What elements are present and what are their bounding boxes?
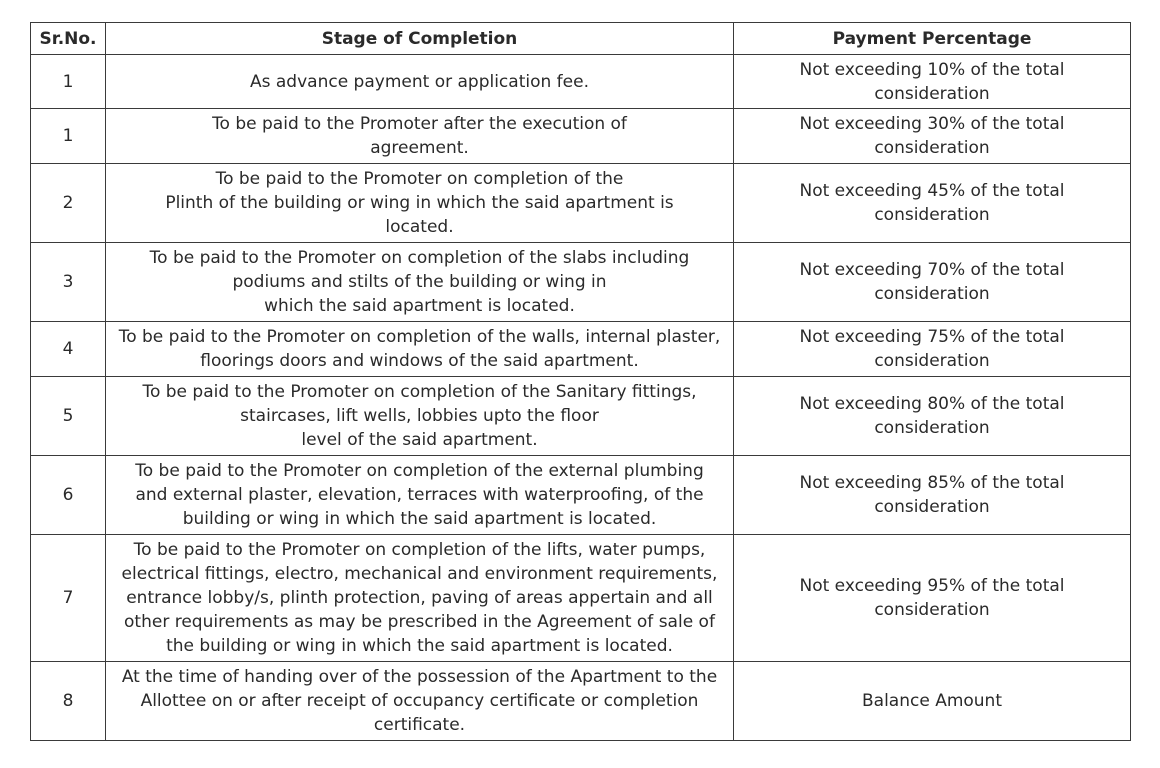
payment-cell: Not exceeding 95% of the total consideration xyxy=(734,535,1131,662)
payment-cell: Balance Amount xyxy=(734,662,1131,741)
payment-schedule-table xyxy=(30,22,1131,741)
payment-cell: Not exceeding 85% of the total consideration xyxy=(734,456,1131,535)
stage-cell: To be paid to the Promoter on completion of the Sanitary fittings, staircases, lift wells, lobbies upto the floor level of the said apartment. xyxy=(106,377,734,456)
table-row xyxy=(31,456,1131,535)
header-sr-no: Sr.No. xyxy=(31,23,106,55)
sr-no-cell: 4 xyxy=(31,322,106,377)
payment-cell: Not exceeding 80% of the total consideration xyxy=(734,377,1131,456)
stage-cell: To be paid to the Promoter on completion of the walls, internal plaster, floorings doors and windows of the said apartment. xyxy=(106,322,734,377)
sr-no-cell: 8 xyxy=(31,662,106,741)
header-row xyxy=(31,23,1131,55)
sr-no-cell: 1 xyxy=(31,109,106,164)
stage-cell: To be paid to the Promoter on completion of the slabs including podiums and stilts of the building or wing in which the said apartment is located. xyxy=(106,243,734,322)
sr-no-cell: 2 xyxy=(31,164,106,243)
payment-cell: Not exceeding 10% of the total consideration xyxy=(734,55,1131,109)
payment-cell: Not exceeding 45% of the total consideration xyxy=(734,164,1131,243)
stage-cell: At the time of handing over of the possession of the Apartment to the Allottee on or after receipt of occupancy certificate or completion certificate. xyxy=(106,662,734,741)
table-row xyxy=(31,109,1131,164)
stage-cell: To be paid to the Promoter on completion of the Plinth of the building or wing in which the said apartment is located. xyxy=(106,164,734,243)
table-row xyxy=(31,55,1131,109)
sr-no-cell: 5 xyxy=(31,377,106,456)
payment-cell: Not exceeding 70% of the total consideration xyxy=(734,243,1131,322)
table-row xyxy=(31,164,1131,243)
sr-no-cell: 1 xyxy=(31,55,106,109)
header-stage-of-completion: Stage of Completion xyxy=(106,23,734,55)
header-payment-percentage: Payment Percentage xyxy=(734,23,1131,55)
stage-cell: As advance payment or application fee. xyxy=(106,55,734,109)
sr-no-cell: 7 xyxy=(31,535,106,662)
table-row xyxy=(31,243,1131,322)
table-row xyxy=(31,377,1131,456)
table-row xyxy=(31,662,1131,741)
sr-no-cell: 3 xyxy=(31,243,106,322)
payment-cell: Not exceeding 75% of the total consideration xyxy=(734,322,1131,377)
table-row xyxy=(31,322,1131,377)
payment-cell: Not exceeding 30% of the total consideration xyxy=(734,109,1131,164)
stage-cell: To be paid to the Promoter after the execution of agreement. xyxy=(106,109,734,164)
table-row xyxy=(31,535,1131,662)
stage-cell: To be paid to the Promoter on completion of the lifts, water pumps, electrical fittings, electro, mechanical and environment requirements, entrance lobby/s, plinth protection, paving of areas appertain and all other requirements as may be prescribed in the Agreement of sale of the building or wing in which the said apartment is located. xyxy=(106,535,734,662)
stage-cell: To be paid to the Promoter on completion of the external plumbing and external plaster, elevation, terraces with waterproofing, of the building or wing in which the said apartment is located. xyxy=(106,456,734,535)
sr-no-cell: 6 xyxy=(31,456,106,535)
